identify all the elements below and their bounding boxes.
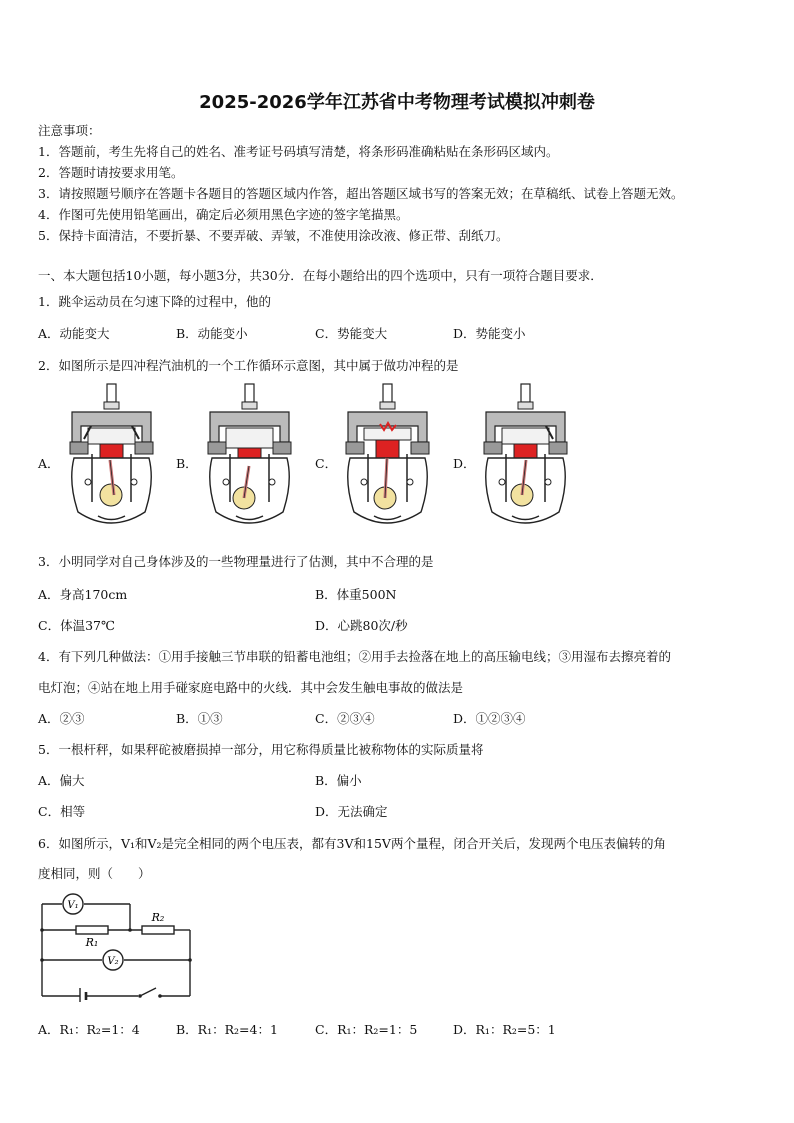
- q6-option-c: C．R₁：R₂=1：5: [315, 1022, 418, 1037]
- r1-label: R₁: [85, 936, 99, 949]
- r2-label: R₂: [151, 911, 165, 924]
- notice-item: 3．请按照题号顺序在答题卡各题目的答题区域内作答，超出答题区域书写的答案无效；在草稿纸、试卷上答题无效。: [38, 186, 684, 201]
- engine-diagram-c: [340, 382, 435, 534]
- q6-option-b: B．R₁：R₂=4：1: [176, 1022, 278, 1037]
- q6-stem-line2: 度相同，则（ ）: [38, 866, 151, 881]
- q1-option-c: C．势能变大: [315, 326, 388, 341]
- section-heading: 一、本大题包括10小题，每小题3分，共30分．在每小题给出的四个选项中，只有一项符合题目要求．: [38, 268, 603, 283]
- notice-heading: 注意事项：: [38, 123, 101, 138]
- q3-stem: 3．小明同学对自己身体涉及的一些物理量进行了估测，其中不合理的是: [38, 554, 434, 569]
- q1-stem: 1．跳伞运动员在匀速下降的过程中，他的: [38, 294, 271, 309]
- q6-option-d: D．R₁：R₂=5：1: [453, 1022, 556, 1037]
- q2-option-b: B．: [176, 456, 198, 471]
- q1-option-a: A．动能变大: [38, 326, 110, 341]
- q4-stem-line2: 电灯泡；④站在地上用手碰家庭电路中的火线．其中会发生触电事故的做法是: [38, 680, 464, 695]
- q5-option-c: C．相等: [38, 804, 86, 819]
- q4-option-a: A．②③: [38, 711, 85, 726]
- q3-option-a: A．身高170cm: [38, 587, 128, 602]
- notice-item: 4．作图可先使用铅笔画出，确定后必须用黑色字迹的签字笔描黑。: [38, 207, 409, 222]
- notice-item: 2．答题时请按要求用笔。: [38, 165, 184, 180]
- q4-stem-line1: 4．有下列几种做法：①用手接触三节串联的铅蓄电池组；②用手去捡落在地上的高压输电线；③用湿布去擦亮着的: [38, 649, 671, 664]
- q6-stem-line1: 6．如图所示，V₁和V₂是完全相同的两个电压表，都有3V和15V两个量程，闭合开关后，发现两个电压表偏转的角: [38, 836, 666, 851]
- engine-diagram-d: [478, 382, 573, 534]
- q3-option-d: D．心跳80次/秒: [315, 618, 408, 633]
- q2-option-d: D．: [453, 456, 476, 471]
- q1-option-b: B．动能变小: [176, 326, 248, 341]
- q5-option-d: D．无法确定: [315, 804, 388, 819]
- q4-option-b: B．①③: [176, 711, 223, 726]
- v1-label: V₁: [67, 900, 79, 911]
- notice-item: 5．保持卡面清洁，不要折暴、不要弄破、弄皱，不准使用涂改液、修正带、刮纸刀。: [38, 228, 509, 243]
- engine-diagram-b: [202, 382, 297, 534]
- q1-option-d: D．势能变小: [453, 326, 526, 341]
- q4-option-c: C．②③④: [315, 711, 375, 726]
- q2-stem: 2．如图所示是四冲程汽油机的一个工作循环示意图，其中属于做功冲程的是: [38, 358, 459, 373]
- page-title: 2025-2026学年江苏省中考物理考试模拟冲刺卷: [199, 92, 595, 113]
- engine-diagram-a: [64, 382, 159, 534]
- v2-label: V₂: [107, 956, 119, 967]
- notice-item: 1．答题前，考生先将自己的姓名、准考证号码填写清楚，将条形码准确粘贴在条形码区域内。: [38, 144, 559, 159]
- q4-option-d: D．①②③④: [453, 711, 526, 726]
- q2-option-a: A．: [38, 456, 60, 471]
- q6-option-a: A．R₁：R₂=1：4: [38, 1022, 140, 1037]
- q5-stem: 5．一根杆秤，如果秤砣被磨损掉一部分，用它称得质量比被称物体的实际质量将: [38, 742, 484, 757]
- q5-option-b: B．偏小: [315, 773, 362, 788]
- q3-option-c: C．体温37℃: [38, 618, 115, 633]
- q5-option-a: A．偏大: [38, 773, 85, 788]
- circuit-diagram: [36, 890, 196, 1002]
- q2-option-c: C．: [315, 456, 338, 471]
- q3-option-b: B．体重500N: [315, 587, 397, 602]
